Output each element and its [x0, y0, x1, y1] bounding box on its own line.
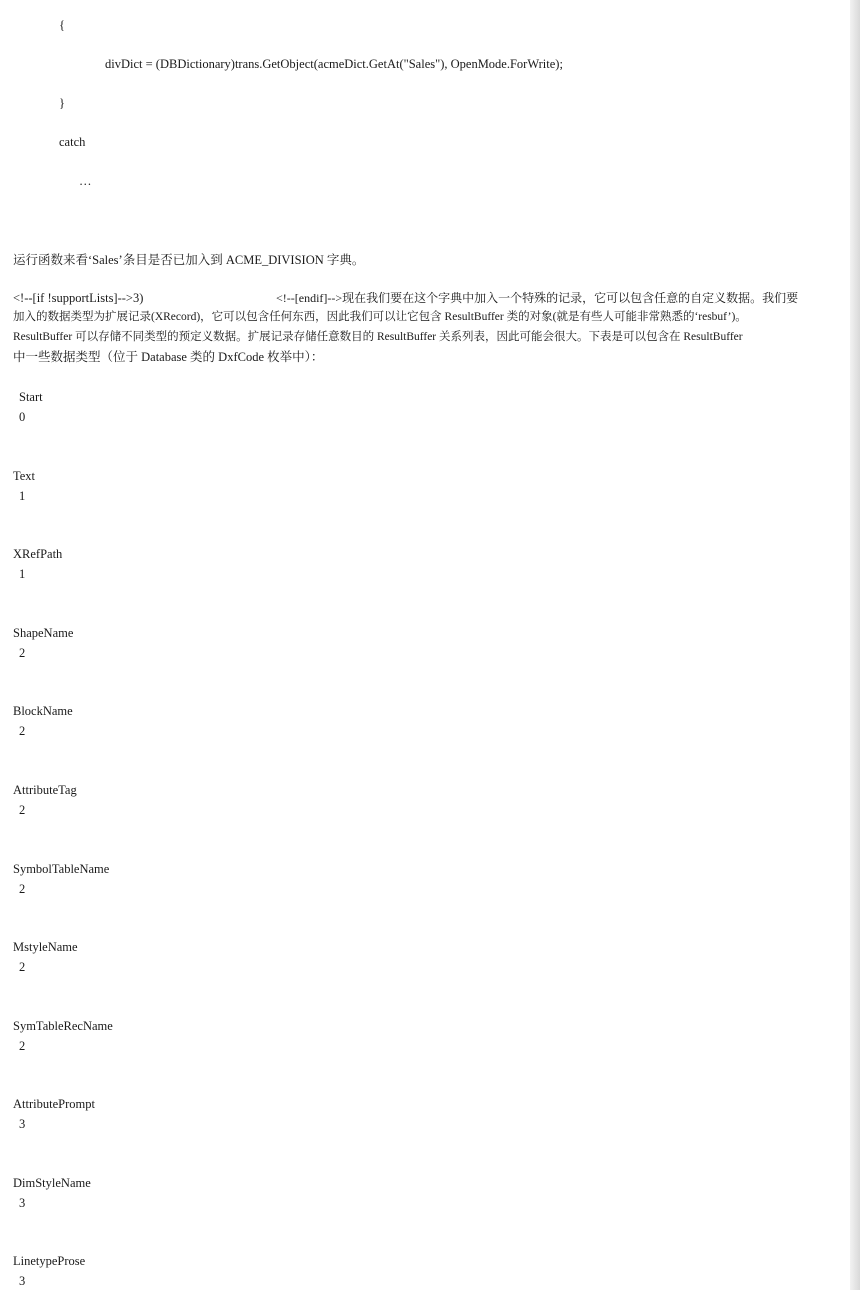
paragraph-line-4: 中一些数据类型（位于 Database 类的 DxfCode 枚举中）： — [13, 350, 324, 364]
dxf-name: MstyleName — [13, 940, 78, 954]
paragraph-line-2: 加入的数据类型为扩展记录(XRecord)，它可以包含任何东西，因此我们可以让它包含 ResultBuffer 类的对象(就是有些人可能非常熟悉的‘resbuf’)。 — [13, 311, 747, 323]
paragraph-line-3: ResultBuffer 可以存储不同类型的预定义数据。扩展记录存储任意数目的 ResultBuffer 关系列表，因此可能会很大。下表是可以包含在 ResultBuffer — [13, 331, 743, 343]
code-assignment-line: divDict = (DBDictionary)trans.GetObject(acmeDict.GetAt("Sales"), OpenMode.ForWrite); — [105, 57, 563, 71]
dxf-code: 2 — [19, 882, 26, 896]
dxf-name: SymTableRecName — [13, 1019, 113, 1033]
dxf-code: 1 — [19, 567, 26, 581]
dxf-code: 2 — [19, 803, 26, 817]
dxf-name: XRefPath — [13, 547, 63, 561]
dxf-code: 1 — [19, 489, 26, 503]
paragraph-line-1a: <!--[if !supportLists]-->3) — [13, 291, 144, 305]
dxf-code: 3 — [19, 1274, 26, 1288]
dxf-name: BlockName — [13, 704, 73, 718]
code-catch-keyword: catch — [59, 135, 86, 149]
dxf-name: LinetypeProse — [13, 1254, 86, 1268]
dxf-code: 2 — [19, 1039, 26, 1053]
code-ellipsis: … — [79, 174, 92, 188]
dxf-name: AttributeTag — [13, 783, 77, 797]
dxf-name: ShapeName — [13, 626, 74, 640]
page-edge-shadow — [850, 0, 860, 1290]
run-note-text: 运行函数来看‘Sales’条目是否已加入到 ACME_DIVISION 字典。 — [13, 253, 365, 267]
dxf-name: SymbolTableName — [13, 862, 110, 876]
dxf-code: 3 — [19, 1196, 26, 1210]
dxf-code: 2 — [19, 960, 26, 974]
paragraph-line-1b: <!--[endif]-->现在我们要在这个字典中加入一个特殊的记录，它可以包含任意的自定义数据。我们要 — [276, 291, 799, 305]
dxf-code: 2 — [19, 724, 26, 738]
code-close-brace: } — [59, 96, 65, 110]
code-open-brace: { — [59, 18, 65, 32]
dxf-code: 2 — [19, 646, 26, 660]
dxf-code: 3 — [19, 1117, 26, 1131]
dxf-name: AttributePrompt — [13, 1097, 95, 1111]
dxf-name: Text — [13, 469, 36, 483]
dxf-code: 0 — [19, 410, 26, 424]
dxf-name: Start — [19, 390, 43, 404]
dxf-name: DimStyleName — [13, 1176, 91, 1190]
